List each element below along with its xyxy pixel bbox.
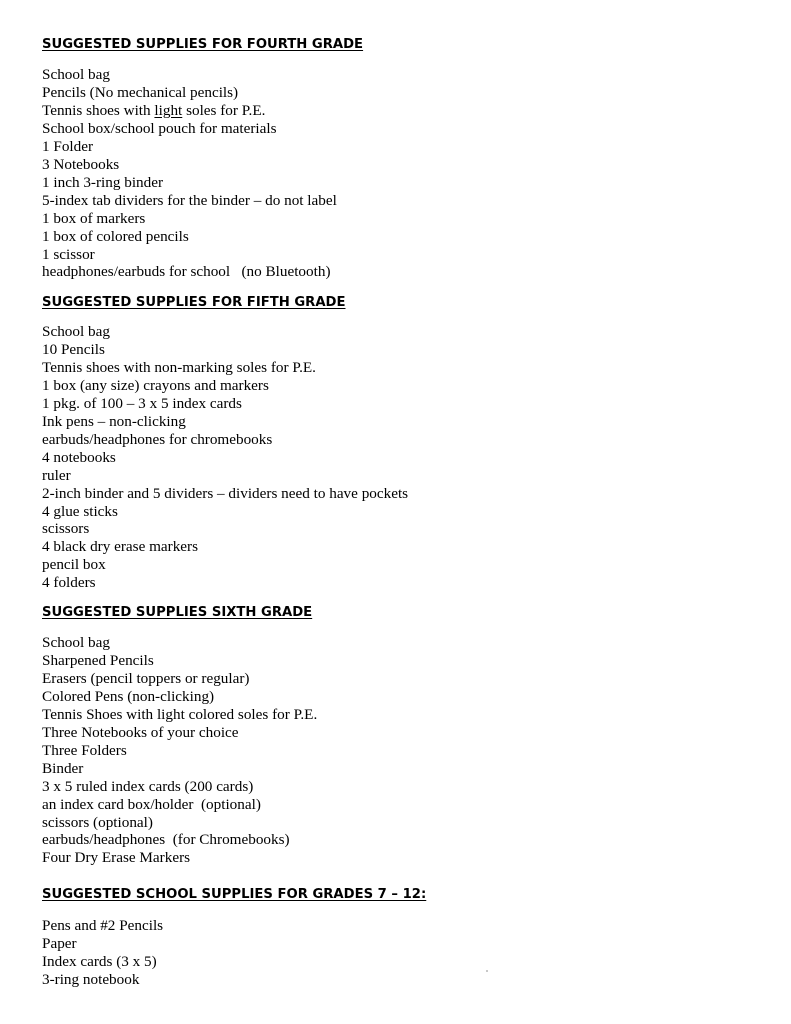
list-item: 10 Pencils: [42, 340, 105, 358]
sixth-grade-section: [42, 604, 762, 867]
list-item: 4 glue sticks: [42, 502, 118, 520]
list-item: Index cards (3 x 5): [42, 952, 157, 970]
list-item: Three Folders: [42, 741, 127, 759]
list-item: Paper: [42, 934, 77, 952]
grades-7-12-section: [42, 886, 762, 989]
list-item-text: Tennis shoes with: [42, 101, 155, 119]
list-item: earbuds/headphones (for Chromebooks): [42, 831, 290, 849]
list-item: 5-index tab dividers for the binder – do not label: [42, 191, 337, 209]
list-item: Colored Pens (non-clicking): [42, 687, 215, 705]
list-item: an index card box/holder (optional): [42, 795, 261, 813]
fifth-grade-heading: SUGGESTED SUPPLIES FOR FIFTH GRADE: [42, 295, 346, 310]
fourth-grade-section: [42, 36, 762, 281]
list-item: 4 notebooks: [42, 448, 116, 466]
list-item: 3 Notebooks: [42, 155, 120, 173]
list-item: 1 box (any size) crayons and markers: [42, 376, 269, 394]
list-item: 3 x 5 ruled index cards (200 cards): [42, 777, 254, 795]
list-item: 3-ring notebook: [42, 970, 140, 988]
sixth-grade-heading: SUGGESTED SUPPLIES SIXTH GRADE: [42, 605, 313, 620]
fourth-grade-heading: SUGGESTED SUPPLIES FOR FOURTH GRADE: [42, 37, 364, 52]
list-item: 2-inch binder and 5 dividers – dividers need to have pockets: [42, 484, 409, 502]
list-item: headphones/earbuds for school (no Bluetooth): [42, 263, 331, 281]
list-item: Ink pens – non-clicking: [42, 412, 186, 430]
list-item: 4 folders: [42, 574, 96, 592]
list-item: Three Notebooks of your choice: [42, 723, 239, 741]
list-item: ruler: [42, 466, 71, 484]
list-item: 1 inch 3-ring binder: [42, 173, 164, 191]
list-item: School bag: [42, 66, 110, 83]
list-item: pencil box: [42, 556, 106, 574]
underlined-word: light: [154, 101, 183, 119]
list-item: Tennis Shoes with light colored soles for P.E.: [42, 705, 318, 723]
list-item: earbuds/headphones for chromebooks: [42, 430, 273, 448]
list-item: Pens and #2 Pencils: [42, 917, 164, 934]
list-item: 1 box of colored pencils: [42, 227, 189, 245]
list-item: 1 Folder: [42, 137, 94, 155]
list-item: Pencils (No mechanical pencils): [42, 83, 239, 101]
list-item: 1 box of markers: [42, 209, 146, 227]
list-item: Sharpened Pencils: [42, 651, 154, 669]
list-item: 1 pkg. of 100 – 3 x 5 index cards: [42, 394, 242, 412]
list-item: Erasers (pencil toppers or regular): [42, 669, 250, 687]
fifth-grade-list: [42, 323, 762, 592]
list-item: scissors (optional): [42, 813, 153, 831]
list-item-text: soles for P.E.: [182, 101, 266, 119]
scan-speck: [486, 970, 488, 972]
sixth-grade-list: [42, 634, 762, 867]
list-item: [42, 102, 762, 120]
list-item: Tennis shoes with non-marking soles for P.E.: [42, 358, 316, 376]
list-item: School bag: [42, 634, 110, 651]
list-item: School bag: [42, 323, 110, 340]
list-item: scissors: [42, 520, 90, 538]
grades-7-12-list: [42, 917, 762, 989]
fifth-grade-section: [42, 294, 762, 592]
list-item: Binder: [42, 759, 84, 777]
list-item: 4 black dry erase markers: [42, 538, 199, 556]
fourth-grade-list: [42, 66, 762, 281]
list-item: Four Dry Erase Markers: [42, 849, 191, 867]
grades-7-12-heading: SUGGESTED SCHOOL SUPPLIES FOR GRADES 7 – 12:: [42, 887, 427, 902]
list-item: 1 scissor: [42, 245, 95, 263]
list-item: School box/school pouch for materials: [42, 119, 277, 137]
